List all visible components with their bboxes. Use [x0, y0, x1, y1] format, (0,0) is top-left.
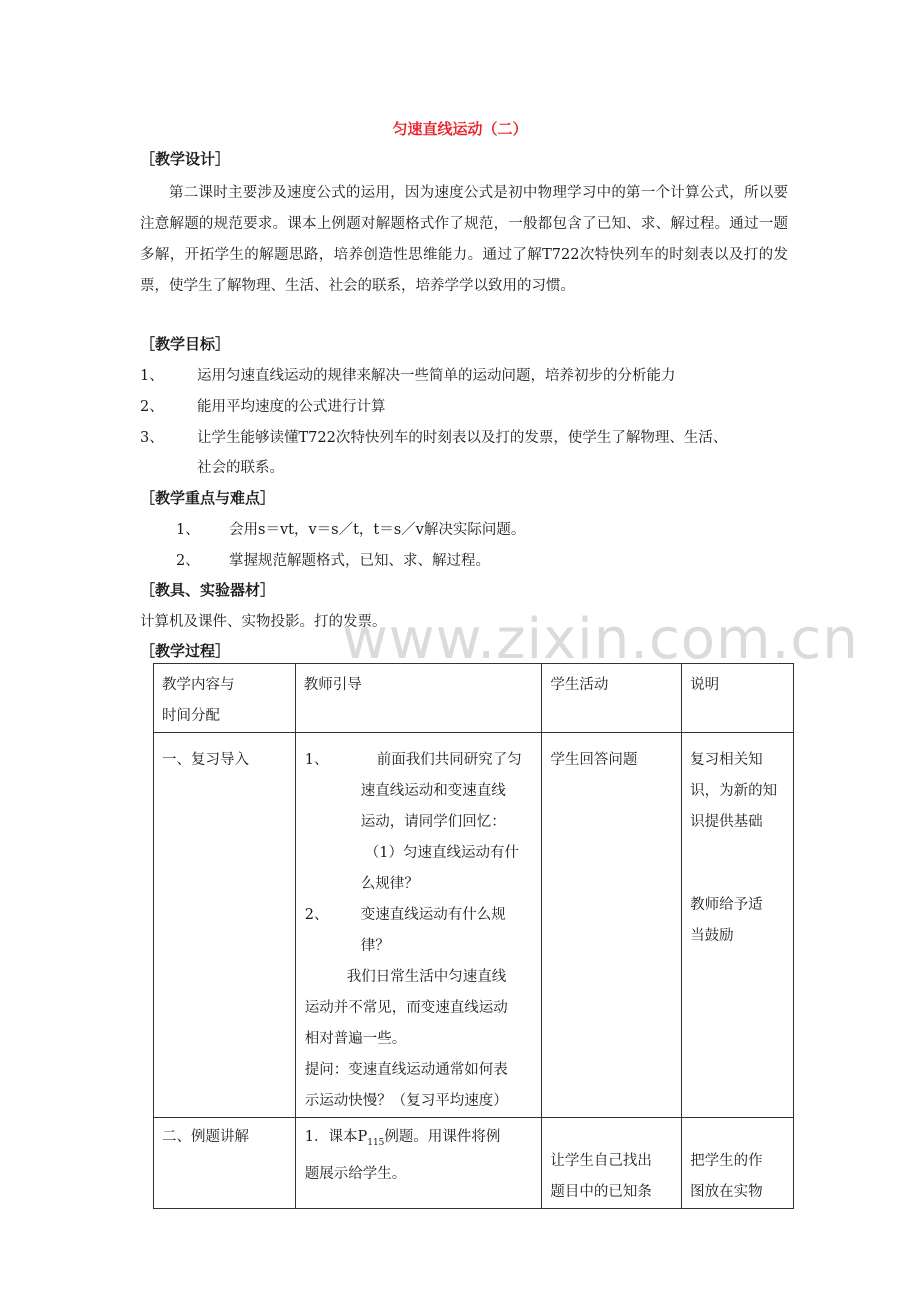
objective-number: 3、 [140, 430, 164, 446]
item-number: 2、 [304, 907, 329, 923]
document-title: 匀速直线运动（二） [392, 120, 528, 138]
header-content-2: 时间分配 [162, 708, 220, 724]
item-text: 速直线运动和变速直线 [360, 783, 506, 799]
objectives-heading: ［教学目标］ [140, 335, 231, 353]
equipment-heading: ［教具、实验器材］ [140, 581, 276, 599]
table-row [154, 1118, 794, 1209]
header-cell [154, 664, 296, 733]
teacher-question: 示运动快慢？（复习平均速度） [304, 1093, 508, 1109]
item-text: 题展示给学生。 [304, 1165, 407, 1182]
student-cell [542, 1118, 682, 1209]
content-cell [154, 733, 296, 1118]
teacher-question: 提问：变速直线运动通常如何表 [304, 1062, 508, 1078]
note-text: 教师给予适 [690, 897, 763, 913]
objective-text: 能用平均速度的公式进行计算 [197, 399, 386, 415]
process-table [153, 663, 794, 1209]
teacher-item [305, 900, 534, 931]
item-text: 么规律？ [360, 876, 419, 892]
keypoints-heading: ［教学重点与难点］ [140, 489, 276, 507]
note-text: 把学生的作 [690, 1153, 763, 1169]
content-cell [154, 1118, 296, 1209]
objective-text: 让学生能够读懂T722次特快列车的时刻表以及打的发票，使学生了解物理、生活、 [197, 430, 728, 446]
row-content: 二、例题讲解 [162, 1129, 249, 1145]
keypoint-text: 掌握规范解题格式，已知、求、解过程。 [229, 553, 490, 569]
note-text: 识提供基础 [690, 814, 763, 830]
table-row [154, 733, 794, 1118]
item-text: 律？ [360, 938, 390, 954]
header-cell [542, 664, 682, 733]
equipment-text: 计算机及课件、实物投影。打的发票。 [140, 614, 387, 630]
design-heading: ［教学设计］ [140, 150, 231, 168]
objective-text: 运用匀速直线运动的规律来解决一些简单的运动问题，培养初步的分析能力 [197, 368, 676, 384]
note-text: 复习相关知 [690, 752, 763, 768]
teacher-item [305, 745, 534, 776]
teacher-paragraph: 相对普遍一些。 [304, 1031, 407, 1047]
page-subscript: 115 [367, 1137, 385, 1148]
header-content: 教学内容与 [162, 677, 235, 693]
item-text: 运动，请同学们回忆： [360, 814, 506, 830]
item-text: 变速直线运动有什么规 [360, 907, 506, 923]
student-activity: 题目中的已知条 [550, 1184, 652, 1200]
header-student: 学生活动 [550, 677, 609, 693]
objective-number: 2、 [140, 399, 164, 415]
student-activity: 让学生自己找出 [550, 1153, 652, 1169]
teacher-item [305, 1122, 534, 1159]
row-content: 一、复习导入 [162, 752, 249, 768]
note-text: 当鼓励 [690, 928, 734, 944]
process-heading: ［教学过程］ [140, 642, 231, 660]
note-text: 识，为新的知 [690, 783, 778, 799]
teacher-cell [295, 733, 542, 1118]
item-text: 例题。用课件将例 [384, 1129, 501, 1145]
header-teacher: 教师引导 [303, 677, 362, 693]
objective-text-continued: 社会的联系。 [197, 460, 284, 476]
note-text: 图放在实物 [690, 1184, 763, 1200]
table-header-row [154, 664, 794, 733]
student-activity: 学生回答问题 [550, 752, 638, 768]
watermark: www.zixin.com.cn [342, 607, 859, 672]
item-text: 1．课本P [304, 1129, 368, 1145]
note-cell [682, 733, 794, 1118]
header-cell [682, 664, 794, 733]
header-note: 说明 [690, 677, 720, 693]
student-cell [542, 733, 682, 1118]
item-text: （1）匀速直线运动有什 [364, 845, 519, 861]
teacher-paragraph: 我们日常生活中匀速直线 [346, 969, 507, 985]
keypoint-number: 2、 [176, 553, 200, 569]
item-text: 前面我们共同研究了匀 [376, 752, 522, 768]
note-cell [682, 1118, 794, 1209]
keypoint-number: 1、 [176, 522, 200, 538]
objective-number: 1、 [140, 368, 164, 384]
item-number: 1、 [304, 752, 329, 768]
header-cell [295, 664, 542, 733]
design-paragraph: 第二课时主要涉及速度公式的运用，因为速度公式是初中物理学习中的第一个计算公式，所以要注意解题的规范要求。课本上例题对解题格式作了规范，一般都包含了已知、求、解过程。通过一题多解，开拓学生的解题思路，培养创造性思维能力。通过了解T722次特快列车的时刻表以及打的发票，使学生了解物理、生活、社会的联系，培养学学以致用的习惯。 [140, 185, 788, 294]
teacher-paragraph: 运动并不常见，而变速直线运动 [304, 1000, 508, 1016]
teacher-cell [295, 1118, 542, 1209]
keypoint-text: 会用s＝vt，v＝s／t，t＝s／v解决实际问题。 [229, 522, 526, 538]
